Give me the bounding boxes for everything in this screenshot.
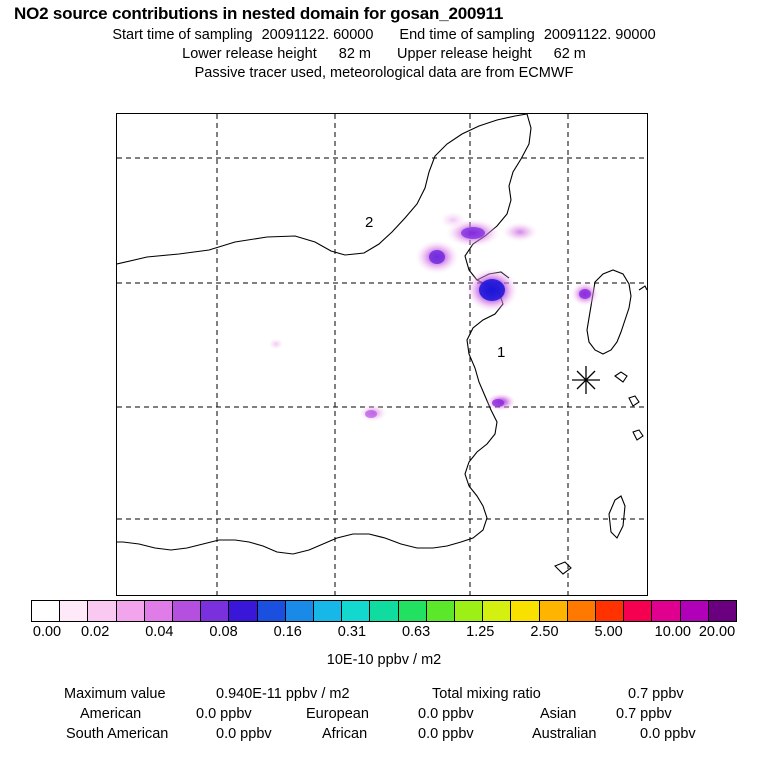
colorbar-swatch-18 bbox=[540, 601, 568, 621]
map-canvas bbox=[117, 114, 647, 595]
south-american-value: 0.0 ppbv bbox=[216, 726, 272, 742]
start-time-value: 20091122. 60000 bbox=[261, 27, 374, 43]
colorbar-tick-3: 0.08 bbox=[209, 624, 238, 640]
american-value: 0.0 ppbv bbox=[196, 706, 252, 722]
colorbar-swatch-16 bbox=[483, 601, 511, 621]
colorbar-swatch-15 bbox=[455, 601, 483, 621]
total-mixing-value: 0.7 ppbv bbox=[628, 686, 684, 702]
colorbar-swatch-20 bbox=[596, 601, 624, 621]
concentration-plumes bbox=[268, 211, 599, 422]
domain-label-2: 2 bbox=[365, 214, 374, 231]
colorbar-tick-5: 0.31 bbox=[337, 624, 367, 640]
sampling-time-line bbox=[0, 27, 768, 43]
colorbar-tick-9: 5.00 bbox=[594, 624, 623, 640]
tracer-note: Passive tracer used, meteorological data are from ECMWF bbox=[194, 65, 574, 81]
african-value: 0.0 ppbv bbox=[418, 726, 474, 742]
release-height-line bbox=[0, 46, 768, 62]
colorbar-swatch-17 bbox=[511, 601, 539, 621]
lower-release-label: Lower release height bbox=[182, 46, 317, 62]
start-time-label: Start time of sampling bbox=[112, 27, 253, 43]
max-value-label: Maximum value bbox=[64, 686, 166, 702]
stats-row-1 bbox=[0, 706, 768, 726]
colorbar-tick-6: 0.63 bbox=[401, 624, 431, 640]
colorbar-swatch-6 bbox=[201, 601, 229, 621]
colorbar-swatch-11 bbox=[342, 601, 370, 621]
statistics-block bbox=[0, 686, 768, 746]
end-time-label: End time of sampling bbox=[399, 27, 535, 43]
colorbar-swatch-24 bbox=[709, 601, 736, 621]
stats-row-max bbox=[0, 686, 768, 706]
colorbar-swatch-4 bbox=[145, 601, 173, 621]
domain-label-1: 1 bbox=[497, 344, 506, 361]
upper-release-label: Upper release height bbox=[397, 46, 532, 62]
european-value: 0.0 ppbv bbox=[418, 706, 474, 722]
upper-release-value: 62 m bbox=[553, 46, 586, 62]
colorbar-swatch-14 bbox=[427, 601, 455, 621]
colorbar-swatch-1 bbox=[60, 601, 88, 621]
colorbar bbox=[31, 600, 737, 622]
colorbar-strip bbox=[31, 600, 737, 622]
total-mixing-label: Total mixing ratio bbox=[432, 686, 541, 702]
colorbar-swatch-23 bbox=[681, 601, 709, 621]
south-american-label: South American bbox=[66, 726, 169, 742]
colorbar-tick-10: 10.00 bbox=[654, 624, 691, 640]
map-panel[interactable] bbox=[116, 113, 648, 596]
colorbar-tick-11: 20.00 bbox=[698, 624, 736, 640]
colorbar-swatch-2 bbox=[88, 601, 116, 621]
colorbar-swatch-19 bbox=[568, 601, 596, 621]
stats-row-2 bbox=[0, 726, 768, 746]
colorbar-swatch-7 bbox=[229, 601, 257, 621]
australian-label: Australian bbox=[532, 726, 597, 742]
max-value-value: 0.940E-11 ppbv / m2 bbox=[216, 686, 350, 702]
colorbar-swatch-21 bbox=[624, 601, 652, 621]
end-time-value: 20091122. 90000 bbox=[543, 27, 656, 43]
african-label: African bbox=[322, 726, 368, 742]
page-title: NO2 source contributions in nested domain for gosan_200911 bbox=[14, 4, 504, 23]
colorbar-tick-7: 1.25 bbox=[466, 624, 495, 640]
graticule-grid bbox=[117, 114, 647, 595]
colorbar-tick-2: 0.04 bbox=[145, 624, 174, 640]
colorbar-swatch-3 bbox=[117, 601, 145, 621]
colorbar-swatch-5 bbox=[173, 601, 201, 621]
colorbar-tick-0: 0.00 bbox=[32, 624, 62, 640]
colorbar-swatch-8 bbox=[258, 601, 286, 621]
colorbar-swatch-0 bbox=[32, 601, 60, 621]
american-label: American bbox=[80, 706, 142, 722]
colorbar-swatch-10 bbox=[314, 601, 342, 621]
colorbar-tick-8: 2.50 bbox=[530, 624, 559, 640]
colorbar-swatch-12 bbox=[370, 601, 398, 621]
asian-value: 0.7 ppbv bbox=[616, 706, 672, 722]
colorbar-tick-4: 0.16 bbox=[273, 624, 302, 640]
european-label: European bbox=[306, 706, 369, 722]
colorbar-swatch-13 bbox=[399, 601, 427, 621]
colorbar-tick-1: 0.02 bbox=[81, 624, 110, 640]
colorbar-swatch-9 bbox=[286, 601, 314, 621]
star-marker bbox=[572, 366, 600, 394]
asian-label: Asian bbox=[540, 706, 577, 722]
colorbar-tick-labels bbox=[0, 624, 768, 642]
colorbar-unit-label: 10E-10 ppbv / m2 bbox=[326, 652, 442, 668]
colorbar-swatch-22 bbox=[652, 601, 680, 621]
lower-release-value: 82 m bbox=[338, 46, 371, 62]
australian-value: 0.0 ppbv bbox=[640, 726, 696, 742]
